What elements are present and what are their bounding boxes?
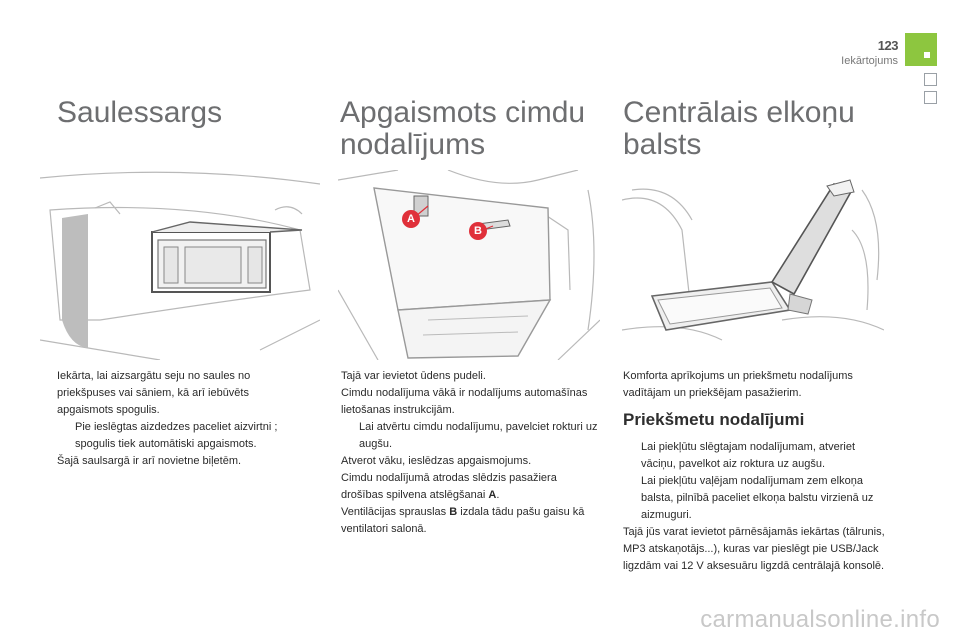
glovebox-illustration (338, 170, 600, 360)
glovebox-title-line: Apgaismots cimdu (340, 96, 586, 129)
sunvisor-paragraph: Šajā saulsargā ir arī novietne biļetēm. (57, 455, 242, 467)
glovebox-paragraph: Ventilācijas sprauslas B izdala tādu pašu gaisu kā ventilatori salonā. (341, 506, 585, 535)
armrest-bullet (623, 473, 885, 524)
armrest-bullet-text: Lai piekļūtu slēgtajam nodalījumam, atveriet vāciņu, pavelkot aiz roktura uz augšu. (641, 441, 856, 470)
callout-a-icon: A (402, 210, 420, 228)
watermark: carmanualsonline.info (700, 606, 940, 633)
glovebox-title-line: nodalījums (340, 128, 486, 161)
sunvisor-bullet-text: Pie ieslēgtas aizdedzes paceliet aizvirtni ; spogulis tiek automātiski apgaismots. (75, 421, 278, 450)
glovebox-text (341, 368, 599, 538)
armrest-text (623, 368, 885, 575)
sunvisor-illustration (40, 170, 320, 360)
armrest-title (623, 97, 855, 161)
chapter-tab-marker (924, 52, 930, 58)
armrest-title-line: Centrālais elkoņu (623, 96, 855, 129)
glovebox-bullet-text: Lai atvērtu cimdu nodalījumu, pavelciet rokturi uz augšu. (359, 421, 598, 450)
chapter-tab-empty[interactable] (924, 73, 937, 86)
sunvisor-text (57, 368, 297, 470)
sunvisor-paragraph: Iekārta, lai aizsargātu seju no saules no priekšpuses vai sāniem, kā arī iebūvēts apgaismots spogulis. (57, 370, 251, 416)
armrest-paragraph: Tajā jūs varat ievietot pārnēsājamās iekārtas (tālrunis, MP3 atskaņotājs...), kuras var pieslēgt pie USB/Jack ligzdām vai 12 V aksesuāru ligzdā centrālajā konsolē. (623, 526, 885, 572)
glovebox-paragraph: Cimdu nodalījuma vākā ir nodalījums automašīnas lietošanas instrukcijām. (341, 387, 588, 416)
section-label: Iekārtojums (841, 55, 898, 67)
armrest-bullet (623, 439, 885, 473)
glovebox-drawing (338, 170, 600, 360)
armrest-illustration (622, 170, 884, 360)
glovebox-paragraph: Cimdu nodalījumā atrodas slēdzis pasažiera drošības spilvena atslēgšanai A. (341, 472, 557, 501)
armrest-bullet-text: Lai piekļūtu vaļējam nodalījumam zem elkoņa balsta, pilnībā paceliet elkoņa balstu virzienā uz aizmuguri. (641, 475, 874, 521)
armrest-drawing (622, 170, 884, 360)
callout-b-icon: B (469, 222, 487, 240)
glovebox-paragraph: Atverot vāku, ieslēdzas apgaismojums. (341, 455, 532, 467)
glovebox-bullet (341, 419, 599, 453)
armrest-subheading: Priekšmetu nodalījumi (623, 410, 805, 429)
sunvisor-bullet (57, 419, 297, 453)
glovebox-title (340, 97, 585, 161)
chapter-tab[interactable] (905, 33, 937, 66)
armrest-title-line: balsts (623, 128, 702, 161)
sunvisor-title: Saulessargs (57, 96, 223, 129)
page-number: 123 (877, 38, 898, 53)
chapter-tab-empty[interactable] (924, 91, 937, 104)
armrest-paragraph: Komforta aprīkojums un priekšmetu nodalījums vadītājam un priekšējam pasažierim. (623, 370, 853, 399)
sunvisor-drawing (40, 170, 320, 360)
glovebox-paragraph: Tajā var ievietot ūdens pudeli. (341, 370, 486, 382)
